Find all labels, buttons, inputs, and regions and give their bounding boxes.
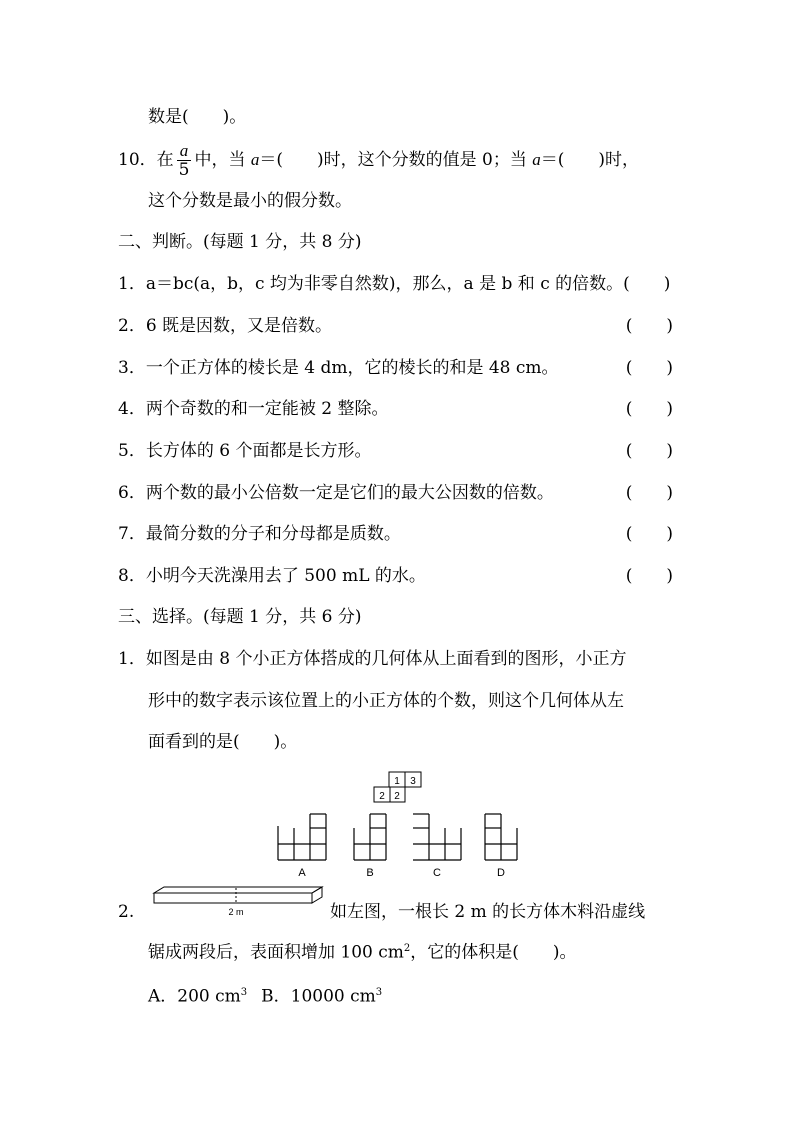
choice2-line2-b: ，它的体积是( )。 bbox=[410, 942, 577, 963]
choice2-option-a: A．200 cm bbox=[148, 986, 241, 1007]
wooden-board-figure bbox=[150, 883, 325, 921]
judge-item-4-text: 4．两个奇数的和一定能被 2 整除。 bbox=[118, 399, 389, 419]
top-view-number-3: 2 bbox=[379, 791, 385, 802]
judge-item-7-text: 7．最简分数的分子和分母都是质数。 bbox=[118, 524, 401, 544]
q10-prefix: 10．在 bbox=[118, 150, 174, 170]
option-d-label: D bbox=[497, 867, 505, 879]
judge-item-3-text: 3．一个正方体的棱长是 4 dm，它的棱长的和是 48 cm。 bbox=[118, 358, 559, 378]
judge-item-2 bbox=[118, 315, 673, 337]
option-c-figure bbox=[413, 814, 461, 860]
option-b-label: B bbox=[366, 867, 374, 879]
choice2-option-a-sup: 3 bbox=[240, 987, 248, 998]
choice2-number: 2. bbox=[118, 902, 135, 922]
judge-item-1: 1．a＝bc(a，b，c 均为非零自然数)，那么，a 是 b 和 c 的倍数。( ) bbox=[118, 274, 671, 294]
q10-line1 bbox=[118, 140, 639, 180]
judge-item-5-text: 5．长方体的 6 个面都是长方形。 bbox=[118, 441, 372, 461]
q10-mid1: 中，当 bbox=[194, 150, 251, 170]
judge-item-2-paren: ( ) bbox=[625, 316, 673, 336]
section3-title: 三、选择。(每题 1 分，共 6 分) bbox=[118, 607, 362, 627]
judge-item-8-text: 8．小明今天洗澡用去了 500 mL 的水。 bbox=[118, 566, 426, 586]
judge-item-2-text: 2．6 既是因数，又是倍数。 bbox=[118, 316, 333, 336]
option-d-figure bbox=[485, 814, 517, 860]
judge-item-6-text: 6．两个数的最小公倍数一定是它们的最大公因数的倍数。 bbox=[118, 483, 554, 503]
choice1-line1: 1．如图是由 8 个小正方体搭成的几何体从上面看到的图形，小正方 bbox=[118, 649, 627, 669]
choice2-line2-sup: 2 bbox=[403, 943, 411, 954]
top-view-number-2: 3 bbox=[410, 776, 416, 787]
choice2-option-b-sup: 3 bbox=[375, 987, 383, 998]
judge-item-4-paren: ( ) bbox=[625, 399, 673, 419]
q10-var2: a bbox=[532, 150, 541, 169]
q10-mid3: ＝( )时， bbox=[540, 150, 640, 170]
option-figures bbox=[270, 808, 530, 882]
option-a-label: A bbox=[298, 867, 306, 879]
choice1-line2: 形中的数字表示该位置上的小正方体的个数，则这个几何体从左 bbox=[148, 691, 624, 711]
q10-var1: a bbox=[250, 150, 260, 169]
choice2-line1: 如左图，一根长 2 m 的长方体木料沿虚线 bbox=[330, 902, 646, 922]
judge-item-5 bbox=[118, 440, 673, 462]
choice2-line2 bbox=[148, 938, 577, 964]
q10-fraction bbox=[177, 142, 192, 179]
judge-item-6-paren: ( ) bbox=[625, 483, 673, 503]
option-a-figure bbox=[278, 814, 326, 860]
section2-title: 二、判断。(每题 1 分，共 8 分) bbox=[118, 232, 362, 252]
top-view-number-1: 1 bbox=[394, 776, 400, 787]
top-view-number-4: 2 bbox=[394, 791, 400, 802]
judge-item-8-paren: ( ) bbox=[625, 566, 673, 586]
judge-item-7 bbox=[118, 523, 673, 545]
judge-item-8 bbox=[118, 565, 673, 587]
top-view-figure bbox=[372, 770, 424, 806]
choice2-line2-a: 锯成两段后，表面积增加 100 cm bbox=[148, 942, 404, 963]
choice2-options bbox=[148, 982, 382, 1008]
choice2-option-b: B．10000 cm bbox=[261, 986, 376, 1007]
judge-item-3-paren: ( ) bbox=[625, 358, 673, 378]
judge-item-3 bbox=[118, 357, 673, 379]
choice1-line3: 面看到的是( )。 bbox=[148, 732, 298, 752]
q9-tail: 数是( )。 bbox=[148, 107, 247, 127]
judge-item-6 bbox=[118, 482, 673, 504]
option-c-label: C bbox=[433, 867, 441, 879]
judge-item-5-paren: ( ) bbox=[625, 441, 673, 461]
judge-item-7-paren: ( ) bbox=[625, 524, 673, 544]
q10-mid2: ＝( )时，这个分数的值是 0；当 bbox=[259, 150, 533, 170]
board-length-label: 2 m bbox=[228, 907, 244, 917]
q10-frac-den: 5 bbox=[178, 160, 190, 180]
q10-line2: 这个分数是最小的假分数。 bbox=[148, 191, 352, 211]
q10-frac-num: a bbox=[177, 142, 192, 161]
judge-item-4 bbox=[118, 398, 673, 420]
option-b-figure bbox=[354, 814, 386, 860]
